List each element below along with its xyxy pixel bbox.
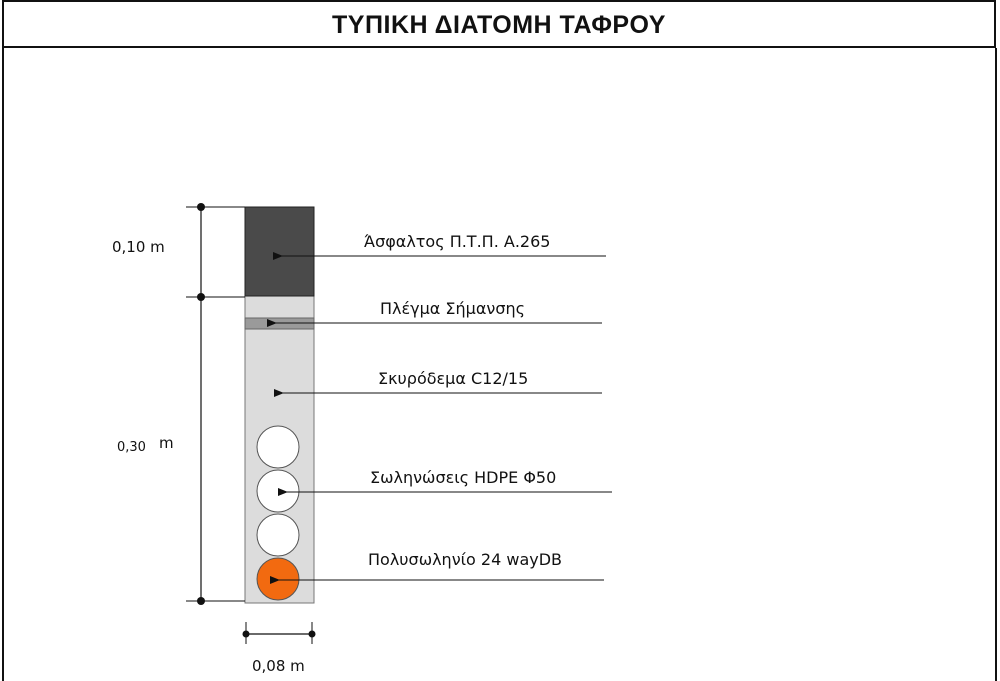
hdpe-pipe: [257, 470, 299, 512]
mesh-label: Πλέγμα Σήμανσης: [380, 299, 526, 318]
asphalt-layer: [245, 207, 314, 296]
hdpe-pipe: [257, 426, 299, 468]
asphalt-depth-label: 0,10 m: [112, 238, 165, 256]
concrete-depth-unit: m: [159, 434, 174, 452]
width-label: 0,08 m: [252, 657, 305, 675]
multiduct-pipe: [257, 558, 299, 600]
pipes-label: Σωληνώσεις HDPE Φ50: [370, 468, 557, 487]
dimension-node: [243, 631, 250, 638]
page-title: ΤΥΠΙΚΗ ΔΙΑΤΟΜΗ ΤΑΦΡΟΥ: [332, 11, 666, 39]
dimension-node: [309, 631, 316, 638]
multiduct-label: Πολυσωληνίο 24 wayDB: [368, 550, 563, 569]
dimension-node: [197, 293, 205, 301]
concrete-label: Σκυρόδεμα C12/15: [378, 369, 529, 388]
asphalt-label: Άσφαλτος Π.Τ.Π. Α.265: [364, 232, 551, 251]
dimension-node: [197, 203, 205, 211]
hdpe-pipe: [257, 514, 299, 556]
concrete-depth-value: 0,30: [117, 440, 146, 455]
dimension-node: [197, 597, 205, 605]
